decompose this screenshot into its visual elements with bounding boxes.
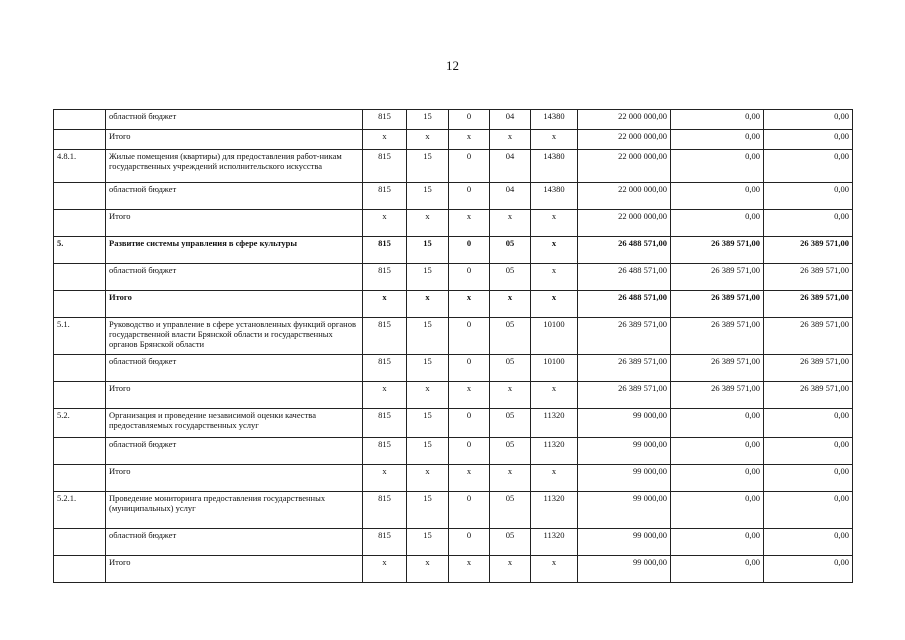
code-main-event-cell: 05 xyxy=(490,318,531,355)
code-program-cell: 15 xyxy=(407,492,449,529)
amount-year2-cell: 26 389 571,00 xyxy=(671,382,764,409)
table-row xyxy=(54,529,853,556)
table-body xyxy=(54,110,853,583)
amount-year2-cell: 26 389 571,00 xyxy=(671,291,764,318)
code-gr-cell: 815 xyxy=(363,529,407,556)
code-main-event-cell: х xyxy=(490,465,531,492)
code-subprogram-cell: 0 xyxy=(449,409,490,438)
budget-table xyxy=(53,109,853,583)
row-number-cell: 4.8.1. xyxy=(54,150,106,183)
row-name-cell: областной бюджет xyxy=(106,110,363,130)
code-subprogram-cell: х xyxy=(449,291,490,318)
amount-year3-cell: 0,00 xyxy=(764,529,853,556)
amount-year1-cell: 22 000 000,00 xyxy=(578,110,671,130)
code-program-cell: 15 xyxy=(407,355,449,382)
code-program-cell: 15 xyxy=(407,409,449,438)
amount-year1-cell: 99 000,00 xyxy=(578,492,671,529)
code-subprogram-cell: 0 xyxy=(449,110,490,130)
code-direction-cell: 11320 xyxy=(531,529,578,556)
table-row xyxy=(54,355,853,382)
table-row xyxy=(54,183,853,210)
code-main-event-cell: 05 xyxy=(490,237,531,264)
code-program-cell: х xyxy=(407,210,449,237)
code-main-event-cell: 05 xyxy=(490,438,531,465)
amount-year3-cell: 26 389 571,00 xyxy=(764,355,853,382)
code-gr-cell: 815 xyxy=(363,110,407,130)
code-subprogram-cell: 0 xyxy=(449,492,490,529)
amount-year2-cell: 26 389 571,00 xyxy=(671,264,764,291)
code-subprogram-cell: 0 xyxy=(449,150,490,183)
row-number-cell xyxy=(54,465,106,492)
amount-year1-cell: 26 389 571,00 xyxy=(578,382,671,409)
amount-year1-cell: 26 389 571,00 xyxy=(578,318,671,355)
code-main-event-cell: х xyxy=(490,382,531,409)
amount-year2-cell: 0,00 xyxy=(671,210,764,237)
code-direction-cell: 14380 xyxy=(531,110,578,130)
code-gr-cell: х xyxy=(363,556,407,583)
code-direction-cell: 11320 xyxy=(531,492,578,529)
code-direction-cell: х xyxy=(531,210,578,237)
code-gr-cell: х xyxy=(363,130,407,150)
code-subprogram-cell: х xyxy=(449,130,490,150)
row-name-cell: Жилые помещения (квартиры) для предоставления работ-никам государственных учреждений исполнительского искусства xyxy=(106,150,363,183)
code-gr-cell: 815 xyxy=(363,492,407,529)
code-direction-cell: 10100 xyxy=(531,355,578,382)
row-number-cell xyxy=(54,183,106,210)
row-name-cell: Проведение мониторинга предоставления государственных (муниципальных) услуг xyxy=(106,492,363,529)
table-row xyxy=(54,382,853,409)
code-subprogram-cell: х xyxy=(449,556,490,583)
amount-year1-cell: 99 000,00 xyxy=(578,438,671,465)
code-program-cell: 15 xyxy=(407,529,449,556)
code-direction-cell: 11320 xyxy=(531,409,578,438)
amount-year3-cell: 0,00 xyxy=(764,409,853,438)
code-gr-cell: 815 xyxy=(363,237,407,264)
code-subprogram-cell: 0 xyxy=(449,438,490,465)
code-direction-cell: х xyxy=(531,556,578,583)
table-row xyxy=(54,318,853,355)
amount-year3-cell: 0,00 xyxy=(764,556,853,583)
code-subprogram-cell: 0 xyxy=(449,237,490,264)
code-gr-cell: 815 xyxy=(363,409,407,438)
row-name-cell: Итого xyxy=(106,210,363,237)
code-direction-cell: х xyxy=(531,237,578,264)
amount-year1-cell: 26 488 571,00 xyxy=(578,237,671,264)
amount-year1-cell: 26 488 571,00 xyxy=(578,264,671,291)
code-gr-cell: 815 xyxy=(363,264,407,291)
code-subprogram-cell: 0 xyxy=(449,529,490,556)
row-name-cell: Итого xyxy=(106,130,363,150)
code-direction-cell: 14380 xyxy=(531,183,578,210)
code-main-event-cell: 04 xyxy=(490,183,531,210)
amount-year1-cell: 99 000,00 xyxy=(578,465,671,492)
code-direction-cell: 14380 xyxy=(531,150,578,183)
code-gr-cell: х xyxy=(363,210,407,237)
row-number-cell xyxy=(54,291,106,318)
page-number: 12 xyxy=(446,58,459,73)
row-name-cell: Организация и проведение независимой оценки качества предоставляемых государственных услуг xyxy=(106,409,363,438)
code-gr-cell: 815 xyxy=(363,318,407,355)
table-row xyxy=(54,492,853,529)
amount-year2-cell: 0,00 xyxy=(671,183,764,210)
code-main-event-cell: 04 xyxy=(490,110,531,130)
code-main-event-cell: 05 xyxy=(490,409,531,438)
row-name-cell: Развитие системы управления в сфере культуры xyxy=(106,237,363,264)
row-name-cell: областной бюджет xyxy=(106,355,363,382)
table-row xyxy=(54,110,853,130)
amount-year1-cell: 26 488 571,00 xyxy=(578,291,671,318)
code-program-cell: 15 xyxy=(407,438,449,465)
code-main-event-cell: х xyxy=(490,291,531,318)
row-name-cell: областной бюджет xyxy=(106,529,363,556)
code-program-cell: 15 xyxy=(407,110,449,130)
row-number-cell xyxy=(54,438,106,465)
amount-year3-cell: 0,00 xyxy=(764,210,853,237)
amount-year2-cell: 26 389 571,00 xyxy=(671,355,764,382)
table-row xyxy=(54,150,853,183)
amount-year2-cell: 0,00 xyxy=(671,438,764,465)
amount-year3-cell: 0,00 xyxy=(764,110,853,130)
code-main-event-cell: х xyxy=(490,130,531,150)
row-name-cell: Итого xyxy=(106,291,363,318)
code-program-cell: 15 xyxy=(407,318,449,355)
row-number-cell: 5.2. xyxy=(54,409,106,438)
row-name-cell: Итого xyxy=(106,465,363,492)
row-name-cell: Итого xyxy=(106,556,363,583)
amount-year1-cell: 99 000,00 xyxy=(578,556,671,583)
code-gr-cell: х xyxy=(363,465,407,492)
code-direction-cell: х xyxy=(531,382,578,409)
row-name-cell: Итого xyxy=(106,382,363,409)
table-row xyxy=(54,264,853,291)
row-name-cell: областной бюджет xyxy=(106,183,363,210)
code-gr-cell: 815 xyxy=(363,438,407,465)
amount-year2-cell: 0,00 xyxy=(671,556,764,583)
amount-year3-cell: 0,00 xyxy=(764,183,853,210)
code-program-cell: 15 xyxy=(407,237,449,264)
code-subprogram-cell: 0 xyxy=(449,318,490,355)
row-number-cell: 5.1. xyxy=(54,318,106,355)
code-program-cell: х xyxy=(407,382,449,409)
table-row xyxy=(54,438,853,465)
code-subprogram-cell: х xyxy=(449,465,490,492)
code-direction-cell: 11320 xyxy=(531,438,578,465)
row-number-cell xyxy=(54,130,106,150)
amount-year3-cell: 0,00 xyxy=(764,438,853,465)
amount-year3-cell: 26 389 571,00 xyxy=(764,382,853,409)
row-name-cell: областной бюджет xyxy=(106,264,363,291)
amount-year2-cell: 0,00 xyxy=(671,130,764,150)
code-direction-cell: 10100 xyxy=(531,318,578,355)
amount-year1-cell: 26 389 571,00 xyxy=(578,355,671,382)
code-program-cell: х xyxy=(407,556,449,583)
amount-year3-cell: 0,00 xyxy=(764,150,853,183)
amount-year2-cell: 0,00 xyxy=(671,110,764,130)
amount-year2-cell: 0,00 xyxy=(671,465,764,492)
row-number-cell xyxy=(54,355,106,382)
code-main-event-cell: 05 xyxy=(490,264,531,291)
table-row xyxy=(54,237,853,264)
amount-year1-cell: 99 000,00 xyxy=(578,529,671,556)
amount-year1-cell: 99 000,00 xyxy=(578,409,671,438)
amount-year2-cell: 0,00 xyxy=(671,492,764,529)
code-gr-cell: 815 xyxy=(363,183,407,210)
code-main-event-cell: 05 xyxy=(490,355,531,382)
table-row xyxy=(54,291,853,318)
row-number-cell: 5.2.1. xyxy=(54,492,106,529)
amount-year3-cell: 0,00 xyxy=(764,492,853,529)
amount-year3-cell: 26 389 571,00 xyxy=(764,264,853,291)
code-program-cell: 15 xyxy=(407,264,449,291)
code-gr-cell: х xyxy=(363,382,407,409)
amount-year3-cell: 0,00 xyxy=(764,465,853,492)
table-row xyxy=(54,409,853,438)
code-subprogram-cell: 0 xyxy=(449,264,490,291)
amount-year3-cell: 26 389 571,00 xyxy=(764,318,853,355)
row-number-cell xyxy=(54,529,106,556)
amount-year2-cell: 26 389 571,00 xyxy=(671,318,764,355)
amount-year1-cell: 22 000 000,00 xyxy=(578,130,671,150)
code-gr-cell: 815 xyxy=(363,150,407,183)
code-main-event-cell: х xyxy=(490,556,531,583)
code-program-cell: х xyxy=(407,291,449,318)
code-gr-cell: 815 xyxy=(363,355,407,382)
row-name-cell: Руководство и управление в сфере установленных функций органов государственной власти Брянской области и государственных органов Брянской области xyxy=(106,318,363,355)
code-direction-cell: х xyxy=(531,291,578,318)
row-number-cell xyxy=(54,382,106,409)
amount-year1-cell: 22 000 000,00 xyxy=(578,150,671,183)
table-row xyxy=(54,556,853,583)
amount-year3-cell: 0,00 xyxy=(764,130,853,150)
row-number-cell xyxy=(54,210,106,237)
code-main-event-cell: 05 xyxy=(490,529,531,556)
code-subprogram-cell: х xyxy=(449,210,490,237)
code-direction-cell: х xyxy=(531,465,578,492)
amount-year3-cell: 26 389 571,00 xyxy=(764,237,853,264)
code-subprogram-cell: 0 xyxy=(449,183,490,210)
amount-year2-cell: 26 389 571,00 xyxy=(671,237,764,264)
row-number-cell: 5. xyxy=(54,237,106,264)
row-number-cell xyxy=(54,264,106,291)
amount-year2-cell: 0,00 xyxy=(671,150,764,183)
code-direction-cell: х xyxy=(531,264,578,291)
table-row xyxy=(54,130,853,150)
code-program-cell: х xyxy=(407,465,449,492)
row-number-cell xyxy=(54,556,106,583)
code-program-cell: х xyxy=(407,130,449,150)
code-gr-cell: х xyxy=(363,291,407,318)
amount-year2-cell: 0,00 xyxy=(671,409,764,438)
table-row xyxy=(54,465,853,492)
code-subprogram-cell: х xyxy=(449,382,490,409)
row-name-cell: областной бюджет xyxy=(106,438,363,465)
code-program-cell: 15 xyxy=(407,150,449,183)
code-direction-cell: х xyxy=(531,130,578,150)
code-main-event-cell: 04 xyxy=(490,150,531,183)
code-subprogram-cell: 0 xyxy=(449,355,490,382)
table-row xyxy=(54,210,853,237)
code-main-event-cell: 05 xyxy=(490,492,531,529)
amount-year2-cell: 0,00 xyxy=(671,529,764,556)
code-program-cell: 15 xyxy=(407,183,449,210)
amount-year1-cell: 22 000 000,00 xyxy=(578,183,671,210)
amount-year1-cell: 22 000 000,00 xyxy=(578,210,671,237)
amount-year3-cell: 26 389 571,00 xyxy=(764,291,853,318)
row-number-cell xyxy=(54,110,106,130)
code-main-event-cell: х xyxy=(490,210,531,237)
